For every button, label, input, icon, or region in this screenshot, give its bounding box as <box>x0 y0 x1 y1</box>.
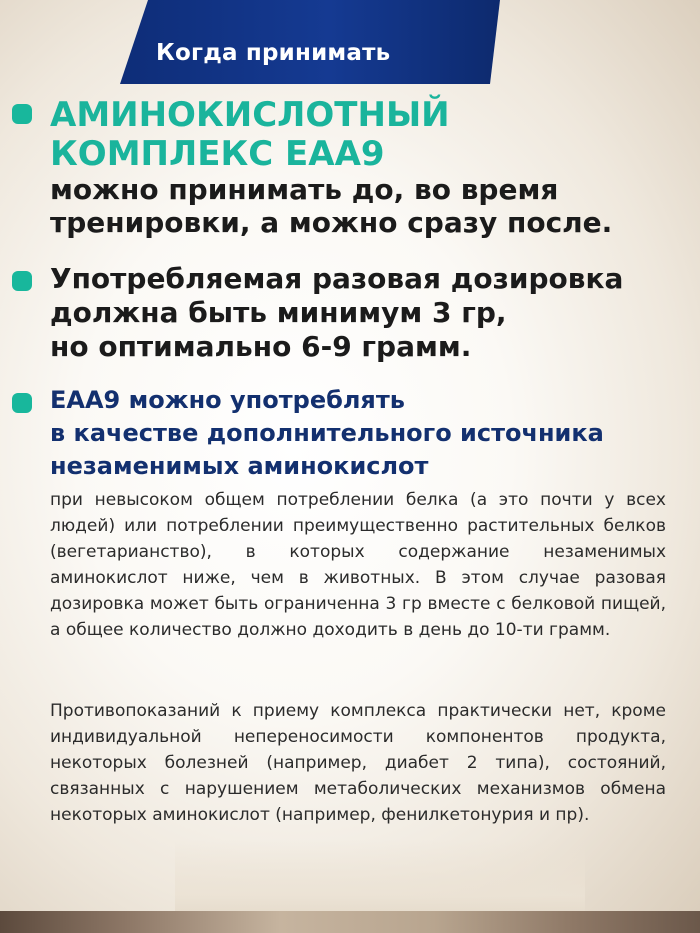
bullet-icon <box>12 393 32 413</box>
header-title: Когда принимать <box>156 40 391 66</box>
section1-text-line2: тренировки, а можно сразу после. <box>50 206 613 239</box>
bottom-decor-strip <box>0 911 700 933</box>
section3-heading-line3: незаменимых аминокислот <box>50 452 429 480</box>
section3-heading-line1: ЕАА9 можно употреблять <box>50 386 405 414</box>
section1-headline-line2: КОМПЛЕКС ЕАА9 <box>50 134 385 174</box>
section2-text-line3: но оптимально 6-9 грамм. <box>50 330 472 363</box>
section2-text-line1: Употребляемая разовая дозировка <box>50 262 624 295</box>
section1-headline-line1: АМИНОКИСЛОТНЫЙ <box>50 95 450 135</box>
section3-paragraph-1: при невысоком общем потреблении белка (а это почти у всех людей) или потреблении преимущественно растительных белков (вегетарианство), в которых содержание незаменимых аминокислот ниже, чем в животных. В этом случае разовая дозировка может быть ограниченна 3 гр вместе с белковой пищей, а общее количество должно доходить в день до 10-ти грамм. <box>50 490 666 640</box>
section2-text-line2: должна быть минимум 3 гр, <box>50 296 507 329</box>
bullet-icon <box>12 104 32 124</box>
section3-heading-line2: в качестве дополнительного источника <box>50 419 604 447</box>
section3-paragraph-2: Противопоказаний к приему комплекса практически нет, кроме индивидуальной непереносимости компонентов продукта, некоторых болезней (например, диабет 2 типа), состояний, связанных с нарушением метаболических механизмов обмена некоторых аминокислот (например, фенилкетонурия и пр). <box>50 701 666 825</box>
bullet-icon <box>12 271 32 291</box>
section1-text-line1: можно принимать до, во время <box>50 173 559 206</box>
